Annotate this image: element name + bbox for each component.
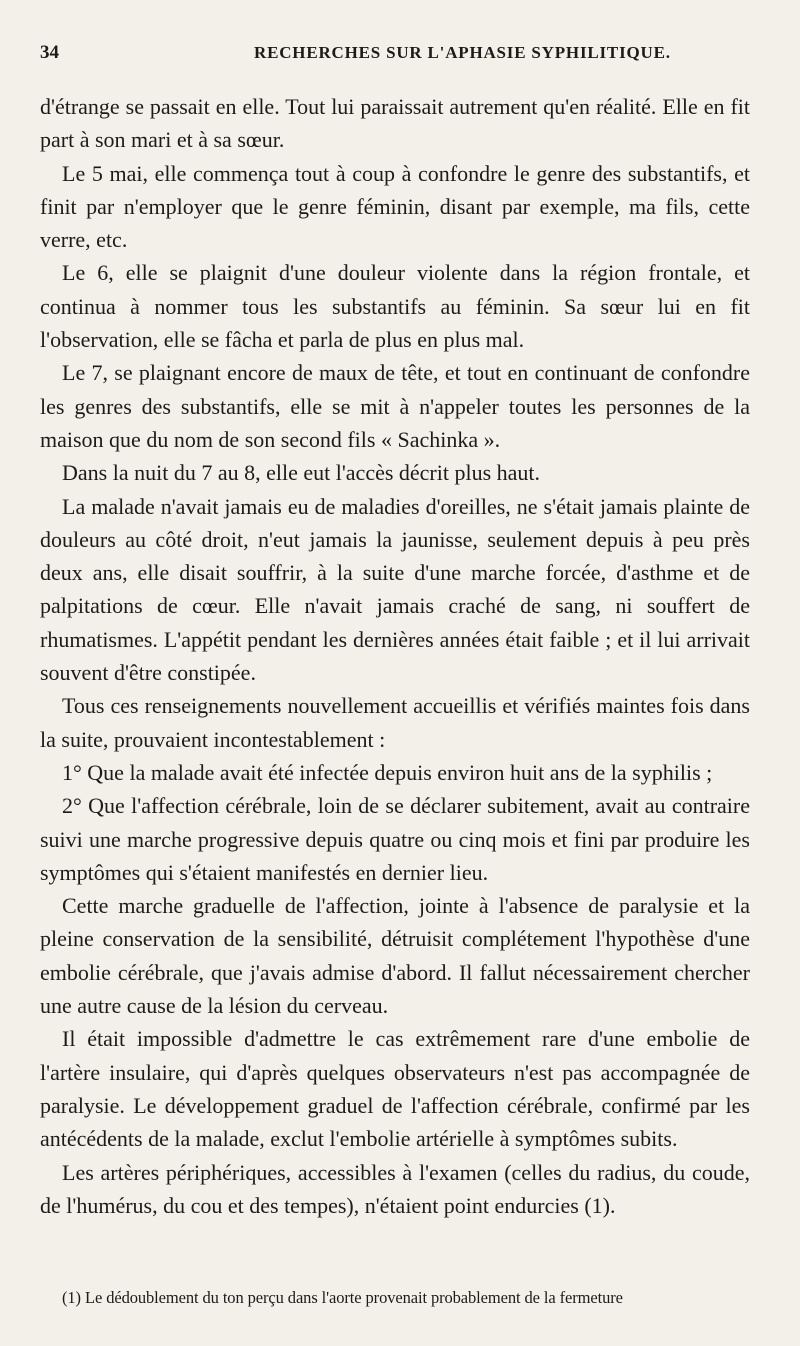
paragraph: Tous ces renseignements nouvellement accueillis et vérifiés maintes fois dans la suite, prouvaient incontestablement : xyxy=(40,693,750,752)
paragraph: Le 6, elle se plaignit d'une douleur violente dans la région frontale, et continua à nommer tous les substantifs au féminin. Sa sœur lui en fit l'observation, elle se fâcha et parla de plus en plus mal. xyxy=(40,260,750,353)
body-text xyxy=(40,90,750,1222)
paragraph: Les artères périphériques, accessibles à l'examen (celles du radius, du coude, de l'humérus, du cou et des tempes), n'étaient point endurcies (1). xyxy=(40,1159,750,1218)
page-header xyxy=(40,42,740,72)
paragraph: 1° Que la malade avait été infectée depuis environ huit ans de la syphilis ; xyxy=(62,759,713,785)
paragraph: Dans la nuit du 7 au 8, elle eut l'accès décrit plus haut. xyxy=(62,460,541,486)
footnote: (1) Le dédoublement du ton perçu dans l'aorte provenait probablement de la fermeture xyxy=(62,1288,623,1307)
paragraph: 2° Que l'affection cérébrale, loin de se déclarer subitement, avait au contraire suivi une marche progressive depuis quatre ou cinq mois et fini par produire les symptômes qui s'étaient manifestés en dernier lieu. xyxy=(40,793,750,885)
page-number: 34 xyxy=(40,42,59,63)
paragraph: d'étrange se passait en elle. Tout lui paraissait autrement qu'en réalité. Elle en fit part à son mari et à sa sœur. xyxy=(40,94,750,153)
running-head: RECHERCHES SUR L'APHASIE SYPHILITIQUE. xyxy=(254,43,671,62)
paragraph: Le 5 mai, elle commença tout à coup à confondre le genre des substantifs, et finit par n'employer que le genre féminin, disant par exemple, ma fils, cette verre, etc. xyxy=(40,160,750,253)
paragraph: Cette marche graduelle de l'affection, jointe à l'absence de paralysie et la pleine conservation de la sensibilité, détruisit complétement l'hypothèse d'une embolie cérébrale, que j'avais admise d'abord. Il fallut nécessairement chercher une autre cause de la lésion du cerveau. xyxy=(40,893,750,1019)
paragraph: Le 7, se plaignant encore de maux de tête, et tout en continuant de confondre les genres des substantifs, elle se mit à n'appeler toutes les personnes de la maison que du nom de son second fils « Sachinka ». xyxy=(40,360,750,452)
paragraph: Il était impossible d'admettre le cas extrêmement rare d'une embolie de l'artère insulaire, qui d'après quelques observateurs n'est pas accompagnée de paralysie. Le développement graduel de l'affection cérébrale, confirmé par les antécédents de la malade, exclut l'embolie artérielle à symptômes subits. xyxy=(40,1026,750,1152)
paragraph: La malade n'avait jamais eu de maladies d'oreilles, ne s'était jamais plainte de douleurs au côté droit, n'eut jamais la jaunisse, seulement depuis à peu près deux ans, elle disait souffrir, à la suite d'une marche forcée, d'asthme et de palpitations de cœur. Elle n'avait jamais craché de sang, ni souffert de rhumatismes. L'appétit pendant les dernières années était faible ; et il lui arrivait souvent d'être constipée. xyxy=(40,493,750,686)
